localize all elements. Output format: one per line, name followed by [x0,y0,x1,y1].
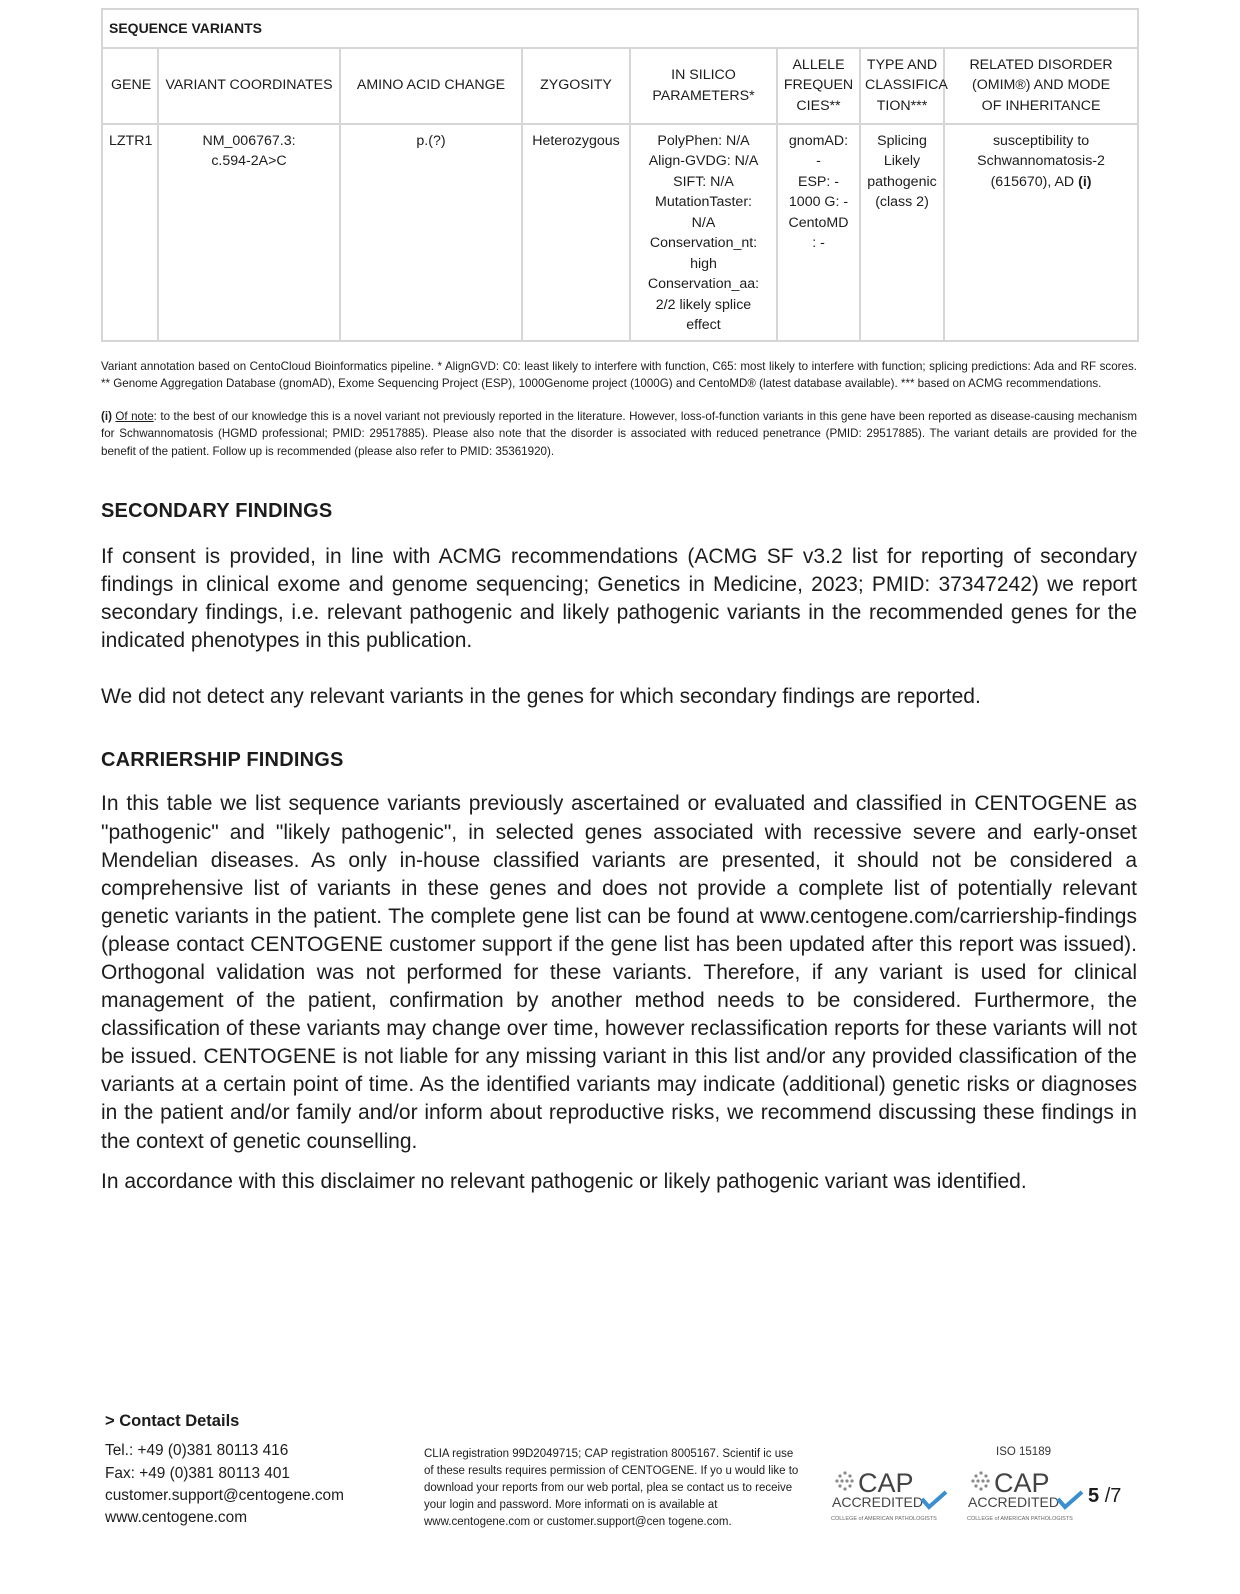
footer-legal-notice: CLIA registration 99D2049715; CAP registration 8005167. Scientif ic use of these results requires permission of CENTOGENE. If yo u would like to download your reports from our web portal, plea se contact us to receive your login and password. More informati on is available at www.centogene.com or customer.support@cen togene.com. [424,1448,799,1528]
header-line: OF INHERITANCE [981,97,1101,114]
table-footnote-annotation: Variant annotation based on CentoCloud Bioinformatics pipeline. * AlignGVD: C0: least likely to interfere with function, C65: most likely to interfere with function; splicing predictions: Ada and RF scores. ** Genome Aggregation Database (gnomAD), Exome Sequencing Project (ESP), 1000Genome project (1000G) and CentoMD® (latest database available). *** based on ACMG recommendations. [101,359,1137,390]
cell-line: - [816,153,821,169]
page-total: /7 [1104,1485,1122,1507]
header-gene: GENE [102,48,158,124]
cell-line: (class 2) [875,194,929,210]
contact-email-link[interactable]: customer.support@centogene.com [105,1486,344,1504]
contact-tel: Tel.: +49 (0)381 80113 416 [105,1442,289,1460]
header-line: IN SILICO [671,67,736,83]
header-line: FREQUEN [783,77,854,94]
disorder-omim-inheritance: (615670), AD [990,173,1079,190]
cell-amino-acid-change: p.(?) [340,124,522,341]
cell-allele-frequencies [777,124,860,341]
secondary-findings-paragraph: If consent is provided, in line with ACMG recommendations (ACMG SF v3.2 list for reporting of secondary findings in clinical exome and genome sequencing; Genetics in Medicine, 2023; PMID: 37347242) we report secondary findings, i.e. relevant pathogenic and likely pathogenic variants in the recommended genes for the indicated phenotypes in this publication. [101,544,1137,653]
table-section-title: SEQUENCE VARIANTS [102,9,1138,48]
report-page [101,8,1137,1196]
contact-fax: Fax: +49 (0)381 80113 401 [105,1464,290,1482]
of-note-text: : to the best of our knowledge this is a novel variant not previously reported in the literature. However, loss-of-function variants in this gene have been reported as disease-causing mechanism for Schwannomatosis (HGMD professional; PMID: 29517885). Please also note that the disorder is associated with reduced penetrance (PMID: 29517885). The variant details are provided for the benefit of the patient. Follow up is recommended (please also refer to PMID: 35361920). [101,410,1137,458]
header-amino-acid-change: AMINO ACID CHANGE [340,48,522,124]
cap-college-text: COLLEGE of AMERICAN PATHOLOGISTS [831,1516,937,1522]
header-line: CIES** [796,97,841,114]
header-type-classification [860,48,948,124]
contact-details-title: > Contact Details [105,1412,240,1430]
cell-line: Schwannomatosis-2 [977,153,1105,169]
header-line: TYPE AND [866,56,938,73]
cell-line: 2/2 likely splice [655,296,752,313]
cell-line: Likely [883,153,921,169]
header-related-disorder [944,48,1138,124]
header-in-silico [630,48,777,124]
cell-related-disorder [944,124,1138,341]
cell-line: : - [812,235,825,251]
header-line: ALLELE [792,56,845,73]
cell-line: high [690,255,717,272]
cell-line: gnomAD: [788,132,849,149]
cell-type-classification [860,124,944,341]
header-line: PARAMETERS* [652,87,755,104]
cell-line: CentoMD [788,214,849,231]
of-note-label: Of note [115,410,154,424]
cap-iso-accredited-logo [966,1446,1088,1528]
cell-line: c.594-2A>C [211,153,287,169]
header-line: RELATED DISORDER [969,56,1113,73]
table-row [102,124,1138,341]
cap-text: CAP [994,1468,1050,1498]
cell-gene: LZTR1 [102,124,158,341]
header-line: CLASSIFICA [865,77,948,94]
cell-line: ESP: - [798,173,839,190]
page-current: 5 [1088,1485,1100,1507]
cell-line: pathogenic [867,173,937,190]
footnote-ref: (i) [101,410,116,424]
cap-accredited-text: ACCREDITED [832,1494,924,1510]
header-variant-coordinates: VARIANT COORDINATES [158,48,340,124]
contact-website-link[interactable]: www.centogene.com [105,1509,248,1527]
cell-line: effect [686,317,721,333]
cell-line: MutationTaster: [655,194,752,210]
cap-text: CAP [858,1468,914,1498]
cell-in-silico [630,124,777,341]
page-number [1088,1485,1121,1508]
cell-line: Align-GVDG: N/A [648,153,759,169]
cap-logo-icon [830,1466,952,1528]
cell-line [950,172,1132,193]
carriership-findings-heading: CARRIERSHIP FINDINGS [101,749,344,772]
footnote-ref-marker: (i) [1078,173,1092,190]
carriership-findings-result: In accordance with this disclaimer no relevant pathogenic or likely pathogenic variant was identified. [101,1169,1027,1193]
header-zygosity: ZYGOSITY [522,48,630,124]
header-line: TION*** [876,97,928,114]
cell-zygosity: Heterozygous [522,124,630,341]
cap-college-text: COLLEGE of AMERICAN PATHOLOGISTS [967,1516,1073,1522]
cell-line: susceptibility to [992,132,1090,149]
header-allele-frequencies [777,48,860,124]
cell-line: PolyPhen: N/A [657,132,750,149]
secondary-findings-result: We did not detect any relevant variants in the genes for which secondary findings are reported. [101,685,981,709]
cap-accredited-text: ACCREDITED [968,1494,1060,1510]
carriership-findings-paragraph: In this table we list sequence variants previously ascertained or evaluated and classified in CENTOGENE as "pathogenic" and "likely pathogenic", in selected genes associated with recessive severe and early-onset Mendelian diseases. As only in-house classified variants are presented, it should not be considered a comprehensive list of variants in these genes and does not provide a complete list of potentially relevant genetic variants in the patient. The complete gene list can be found at www.centogene.com/carriership-findings (please contact CENTOGENE customer support if the gene list has been updated after this report was issued). Orthogonal validation was not performed for these variants. Therefore, if any variant is used for clinical management of the patient, confirmation by another method needs to be considered. Furthermore, the classification of these variants may change over time, however reclassification reports for these variants will not be issued. CENTOGENE is not liable for any missing variant in this list and/or any provided classification of the variants at a certain point of time. As the identified variants may indicate (additional) genetic risks or diagnoses in the patient and/or family and/or inform about reproductive risks, we recommend discussing these findings in the context of genetic counselling. [101,792,1137,1153]
cell-line: N/A [691,214,716,231]
table-header-row [102,48,1138,124]
cap-iso-logo-icon [966,1466,1088,1528]
cell-line: NM_006767.3: [202,132,296,149]
cell-line: SIFT: N/A [673,173,734,190]
cell-line: Conservation_aa: [647,276,760,292]
cap-accredited-logo [830,1458,952,1528]
cell-line: Splicing [877,132,927,149]
table-footnote-of-note [101,408,1137,460]
cell-variant-coordinates [158,124,340,341]
secondary-findings-heading: SECONDARY FINDINGS [101,499,333,522]
header-line: (OMIM®) AND MODE [971,77,1111,94]
sequence-variants-table [101,8,1139,342]
iso-15189-label: ISO 15189 [996,1446,1051,1458]
cell-line: Conservation_nt: [649,235,758,251]
cell-line: 1000 G: - [788,194,849,210]
contact-details [105,1410,405,1529]
